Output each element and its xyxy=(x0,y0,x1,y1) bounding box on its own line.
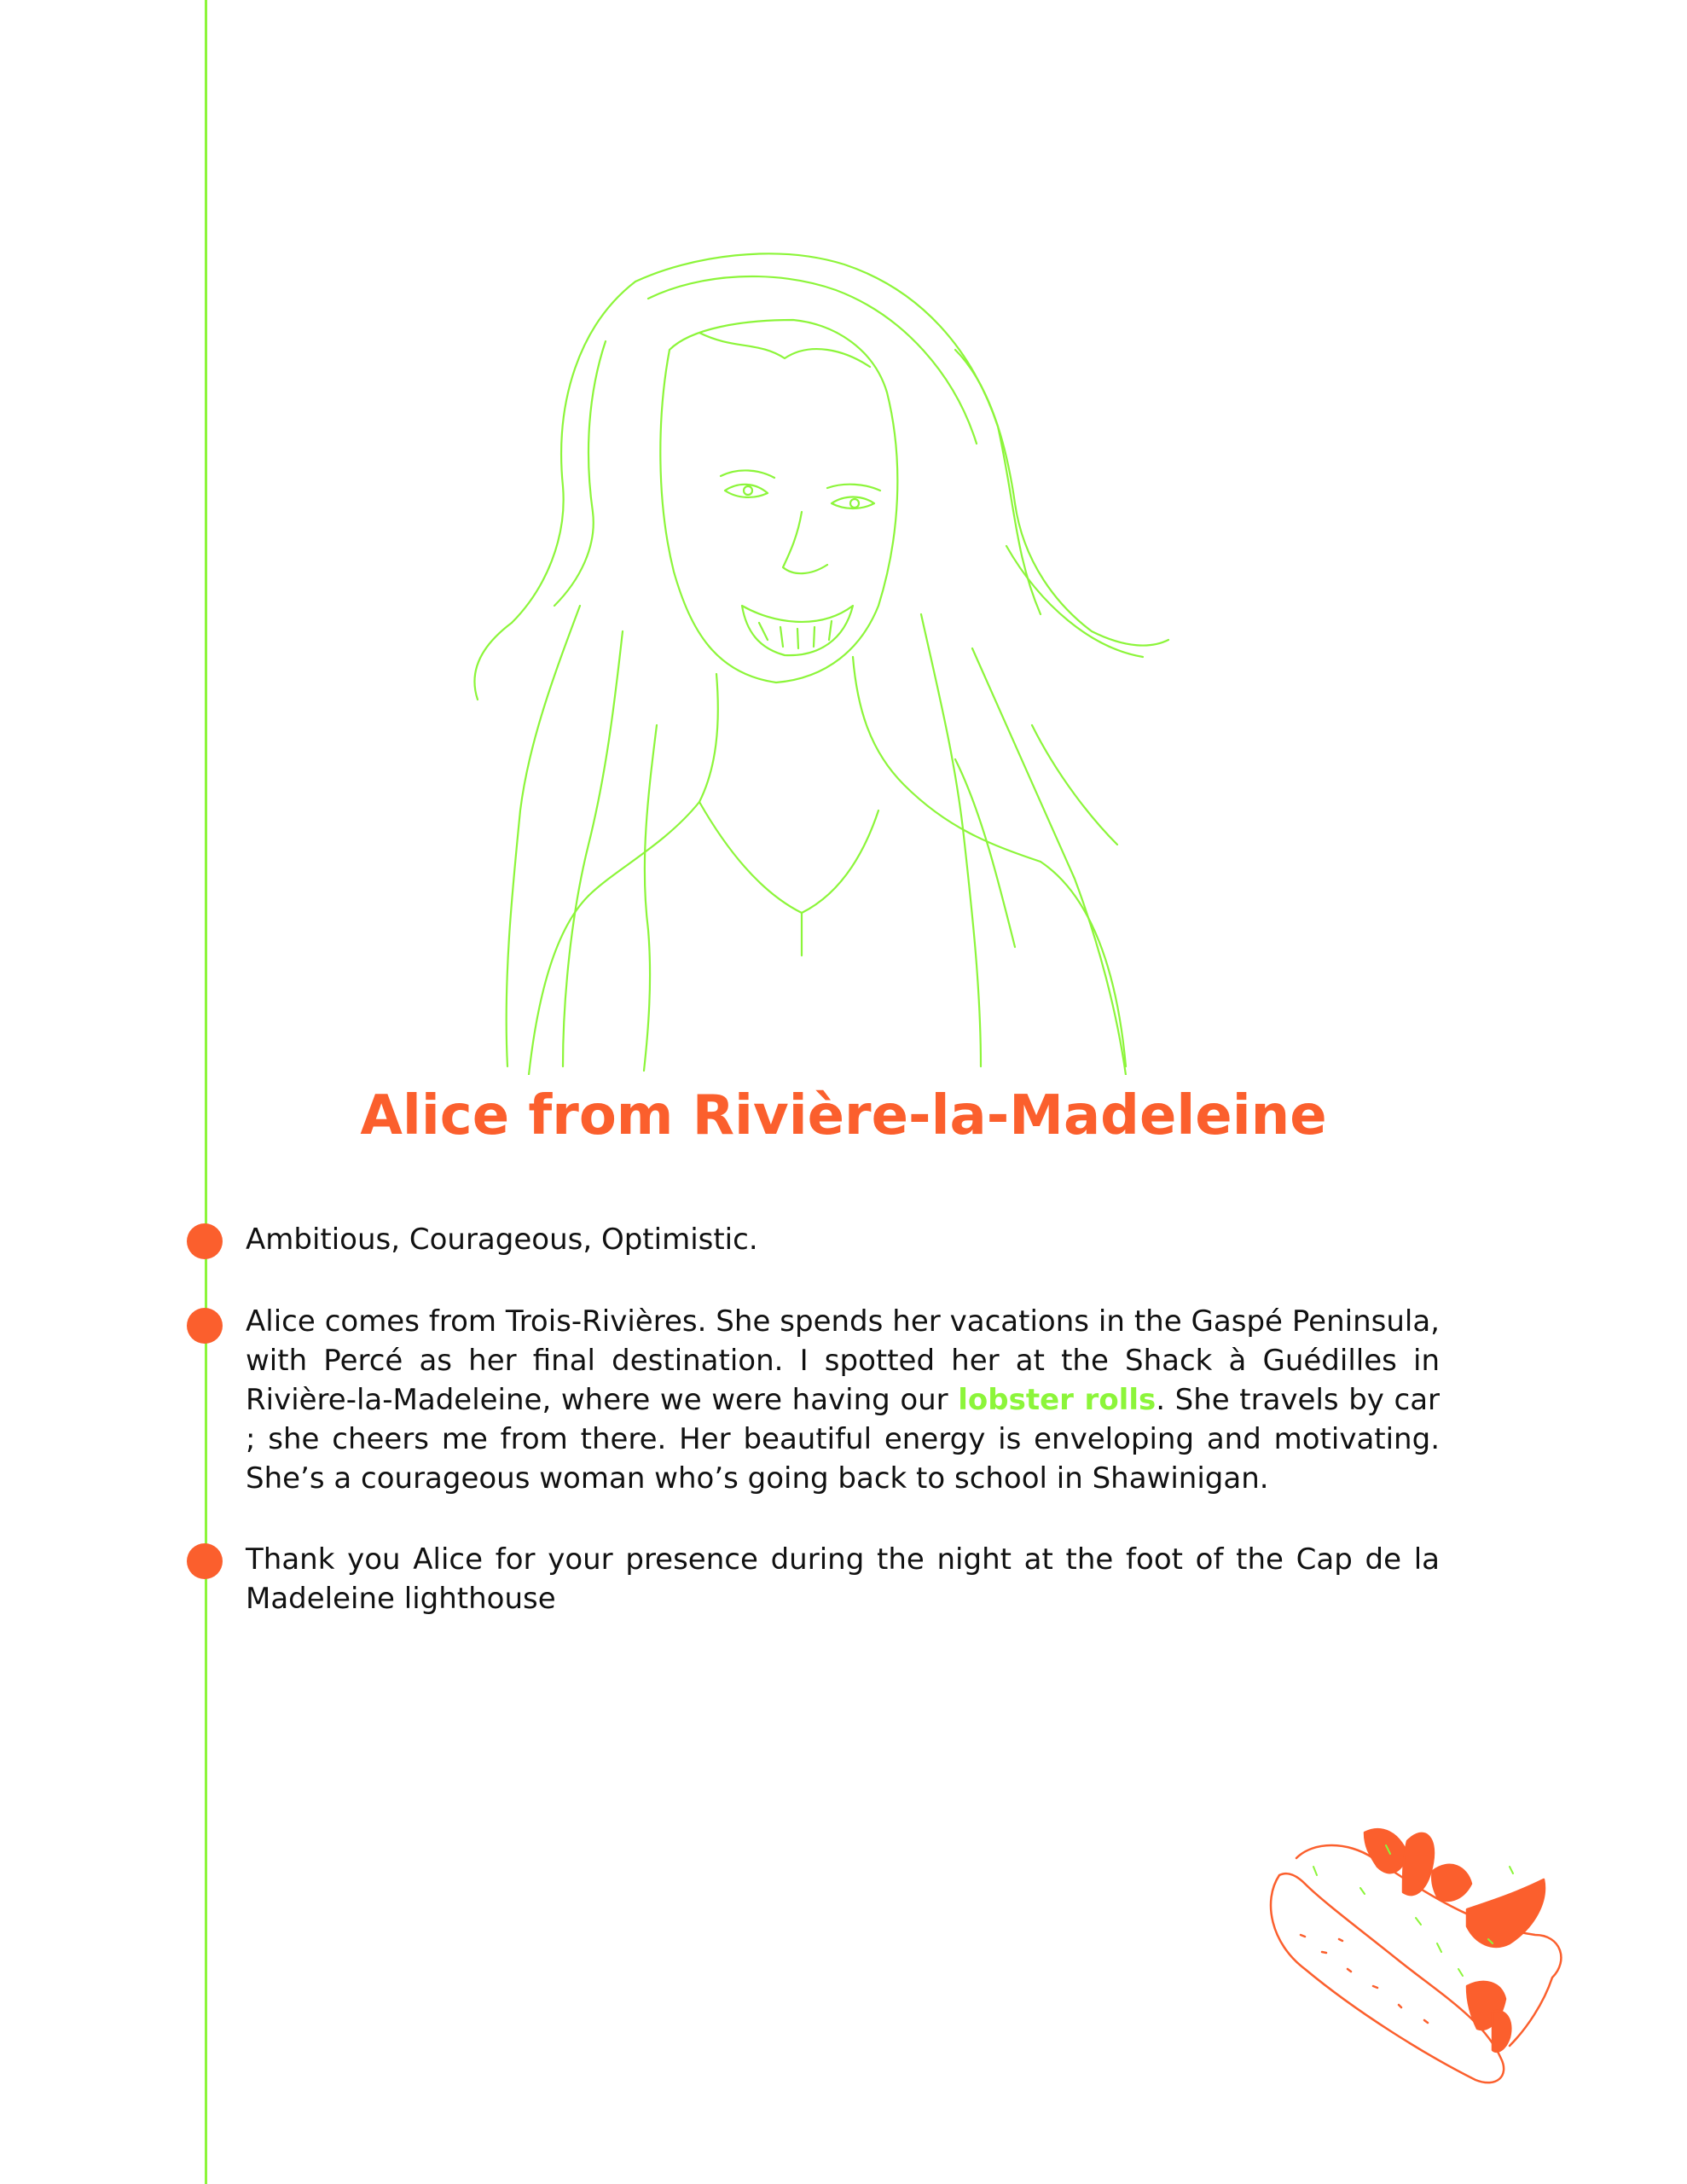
bullet-dot xyxy=(187,1308,223,1344)
thanks-text: Thank you Alice for your presence during the night at the foot of the Cap de la Madeleine lighthouse xyxy=(246,1542,1440,1616)
portrait-illustration xyxy=(443,247,1228,1075)
lobster-rolls-highlight: lobster rolls xyxy=(958,1383,1157,1417)
story-text xyxy=(246,1302,1440,1498)
lobster-roll-illustration xyxy=(1254,1807,1586,2088)
story-text-start: Alice comes from Trois-Rivières. She spends her vacations in the Gaspé Peninsula, with Percé as her final destination. I spotted her at the Shack à Guédilles in Rivière-la-Madeleine, where we were having our xyxy=(246,1304,1440,1417)
thanks-paragraph xyxy=(246,1540,1440,1618)
page-title: Alice from Rivière-la-Madeleine xyxy=(360,1084,1327,1147)
story-text-end: . She travels by car ; she cheers me from there. Her beautiful energy is enveloping and motivating. She’s a courageous woman who’s going back to school in Shawinigan. xyxy=(246,1383,1441,1496)
traits-paragraph xyxy=(246,1220,1440,1259)
bullet-dot xyxy=(187,1543,223,1579)
story-paragraph xyxy=(246,1302,1440,1498)
traits-text: Ambitious, Courageous, Optimistic. xyxy=(246,1223,758,1257)
bullet-dot xyxy=(187,1223,223,1259)
